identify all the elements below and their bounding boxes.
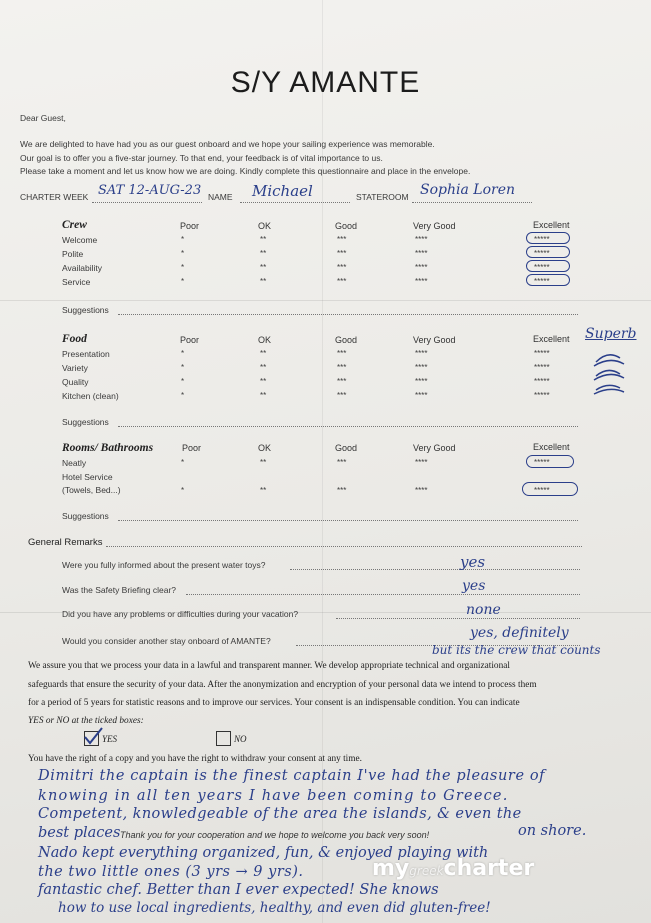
header-good: Good: [335, 335, 358, 345]
handwritten-comment: best places: [38, 825, 121, 841]
star-rating-very-good: ****: [415, 363, 428, 372]
star-rating-excellent: *****: [534, 377, 550, 386]
star-rating-poor: *: [181, 363, 185, 372]
star-rating-very-good: ****: [415, 263, 428, 272]
star-rating-excellent: *****: [534, 263, 550, 272]
copy-rights-line: You have the right of a copy and you have the right to withdraw your consent at any time.: [28, 754, 362, 764]
star-rating-poor: *: [181, 277, 185, 286]
section-title-crew: Crew: [62, 219, 87, 231]
remark-question: Would you consider another stay onboard of AMANTE?: [62, 636, 271, 646]
row-label: Variety: [62, 363, 88, 373]
food-handwritten-note: Superb: [585, 326, 637, 342]
row-label: Welcome: [62, 235, 98, 245]
page-title: S/Y AMANTE: [230, 66, 421, 99]
star-rating-excellent: *****: [534, 249, 550, 258]
intro-line: We are delighted to have had you as our guest onboard and we hope your sailing experience was memorable.: [20, 139, 435, 149]
excellent-circle: [526, 246, 570, 258]
handwritten-comment: knowing in all ten years I have been coming to Greece.: [38, 788, 509, 804]
excellent-circle: [526, 232, 570, 244]
row-label: Quality: [62, 377, 89, 387]
charter-week-value: SAT 12-AUG-23: [98, 183, 202, 198]
row-label: Presentation: [62, 349, 110, 359]
row-label: Neatly: [62, 458, 87, 468]
intro-line: Our goal is to offer you a five-star journey. To that end, your feedback is of vital importance to us.: [20, 153, 383, 163]
header-good: Good: [335, 443, 358, 453]
star-rating-excellent: *****: [534, 363, 550, 372]
star-rating-poor: *: [181, 391, 185, 400]
stateroom-value: Sophia Loren: [420, 182, 515, 198]
fill-line: [240, 202, 350, 203]
handwritten-comment: on shore.: [518, 823, 587, 839]
header-excellent: Excellent: [533, 334, 570, 344]
star-rating-ok: **: [260, 263, 267, 272]
fill-line: [106, 546, 582, 547]
watermark-part: my: [372, 856, 410, 881]
star-rating-ok: **: [260, 458, 267, 467]
handwritten-comment: the two little ones (3 yrs → 9 yrs).: [38, 864, 304, 880]
watermark-part: greek: [409, 864, 444, 878]
fold-line: [0, 300, 651, 301]
checkmark-icon: [82, 726, 104, 746]
no-checkbox[interactable]: [216, 731, 231, 746]
header-very-good: Very Good: [413, 335, 456, 345]
star-rating-excellent: *****: [534, 277, 550, 286]
header-ok: OK: [258, 443, 272, 453]
star-rating-ok: **: [260, 235, 267, 244]
answer-line: [186, 594, 580, 595]
star-rating-very-good: ****: [415, 277, 428, 286]
star-rating-ok: **: [260, 349, 267, 358]
answer-line: [290, 569, 580, 570]
suggestions-line: [118, 520, 578, 521]
suggestions-label: Suggestions: [62, 305, 109, 315]
intro-line: Please take a moment and let us know how we are doing. Kindly complete this questionnaire and place in the envelope.: [20, 166, 471, 176]
star-rating-good: ***: [337, 277, 347, 286]
remark-answer: yes: [462, 578, 486, 594]
star-rating-poor: *: [181, 235, 185, 244]
handwritten-comment: how to use local ingredients, healthy, and even did gluten-free!: [58, 900, 491, 916]
star-rating-ok: **: [260, 391, 267, 400]
star-rating-very-good: ****: [415, 486, 428, 495]
header-ok: OK: [258, 335, 272, 345]
section-title-food: Food: [62, 333, 87, 345]
name-value: Michael: [252, 182, 313, 200]
suggestions-label: Suggestions: [62, 511, 109, 521]
star-rating-good: ***: [337, 363, 347, 372]
header-very-good: Very Good: [413, 221, 456, 231]
star-rating-excellent: *****: [534, 391, 550, 400]
star-rating-good: ***: [337, 263, 347, 272]
star-rating-ok: **: [260, 377, 267, 386]
section-title-rooms: Rooms/ Bathrooms: [62, 442, 154, 454]
remark-answer: yes, definitely: [470, 625, 569, 641]
suggestions-label: Suggestions: [62, 417, 109, 427]
star-rating-poor: *: [181, 377, 185, 386]
star-rating-poor: *: [181, 349, 185, 358]
handwritten-comment: Competent, knowledgeable of the area the islands, & even the: [38, 806, 522, 822]
star-rating-good: ***: [337, 458, 347, 467]
consent-line: safeguards that ensure the security of your data. After the anonymization and encryption of your personal data we intend to process them: [28, 680, 537, 690]
remark-question: Did you have any problems or difficulties during your vacation?: [62, 609, 299, 619]
remark-answer: yes: [460, 553, 486, 571]
row-label: Hotel Service: [62, 472, 113, 482]
answer-line: [336, 618, 580, 619]
handwritten-comment: Dimitri the captain is the finest captain I've had the pleasure of: [38, 768, 546, 784]
star-rating-excellent: *****: [534, 349, 550, 358]
star-rating-poor: *: [181, 486, 185, 495]
consent-line: for a period of 5 years for statistic reasons and to improve our services. Your consent is an indispensable condition. You can indicate: [28, 698, 520, 708]
suggestions-line: [118, 314, 578, 315]
header-ok: OK: [258, 221, 272, 231]
yes-label: YES: [102, 734, 118, 744]
no-label: NO: [234, 734, 247, 744]
star-rating-good: ***: [337, 235, 347, 244]
row-label: (Towels, Bed...): [62, 485, 121, 495]
star-rating-very-good: ****: [415, 349, 428, 358]
header-poor: Poor: [182, 443, 202, 453]
remark-answer: none: [466, 602, 501, 618]
handwritten-comment: fantastic chef. Better than I ever expected! She knows: [38, 882, 439, 898]
star-rating-very-good: ****: [415, 249, 428, 258]
watermark-part: charter: [443, 856, 535, 881]
remark-question: Were you fully informed about the present water toys?: [62, 560, 266, 570]
star-rating-ok: **: [260, 277, 267, 286]
star-rating-poor: *: [181, 458, 185, 467]
excellent-circle: [526, 455, 574, 468]
general-remarks-title: General Remarks: [28, 537, 103, 548]
stateroom-label: STATEROOM: [356, 192, 409, 202]
excellent-circle: [522, 482, 578, 496]
star-rating-good: ***: [337, 486, 347, 495]
excellent-circle: [526, 274, 570, 286]
consent-line: We assure you that we process your data in a lawful and transparent manner. We develop appropriate technical and organizational: [28, 661, 510, 671]
star-rating-poor: *: [181, 249, 185, 258]
header-good: Good: [335, 221, 358, 231]
star-rating-very-good: ****: [415, 458, 428, 467]
star-rating-ok: **: [260, 486, 267, 495]
handwritten-comment: Nado kept everything organized, fun, & enjoyed playing with: [38, 845, 489, 861]
fill-line: [412, 202, 532, 203]
star-rating-excellent: *****: [534, 486, 550, 495]
row-label: Kitchen (clean): [62, 391, 119, 401]
row-label: Service: [62, 277, 91, 287]
star-rating-ok: **: [260, 249, 267, 258]
row-label: Polite: [62, 249, 84, 259]
thanks-line: Thank you for your cooperation and we hope to welcome you back very soon!: [120, 830, 430, 840]
header-poor: Poor: [180, 221, 200, 231]
consent-line: YES or NO at the ticked boxes:: [28, 716, 144, 726]
charter-week-label: CHARTER WEEK: [20, 192, 89, 202]
star-rating-ok: **: [260, 363, 267, 372]
star-rating-good: ***: [337, 391, 347, 400]
star-rating-good: ***: [337, 249, 347, 258]
star-rating-good: ***: [337, 377, 347, 386]
star-rating-poor: *: [181, 263, 185, 272]
remark-answer-extra: but its the crew that counts: [432, 643, 601, 657]
ditto-marks-icon: [590, 346, 630, 402]
name-label: NAME: [208, 192, 233, 202]
fill-line: [92, 202, 202, 203]
excellent-circle: [526, 260, 570, 272]
suggestions-line: [118, 426, 578, 427]
greeting: Dear Guest,: [20, 113, 66, 123]
row-label: Availability: [62, 263, 103, 273]
remark-question: Was the Safety Briefing clear?: [62, 585, 177, 595]
star-rating-very-good: ****: [415, 377, 428, 386]
header-poor: Poor: [180, 335, 200, 345]
star-rating-excellent: *****: [534, 235, 550, 244]
star-rating-very-good: ****: [415, 391, 428, 400]
header-excellent: Excellent: [533, 442, 570, 452]
watermark-logo: [372, 856, 534, 881]
star-rating-excellent: *****: [534, 458, 550, 467]
star-rating-very-good: ****: [415, 235, 428, 244]
header-excellent: Excellent: [533, 220, 570, 230]
star-rating-good: ***: [337, 349, 347, 358]
header-very-good: Very Good: [413, 443, 456, 453]
